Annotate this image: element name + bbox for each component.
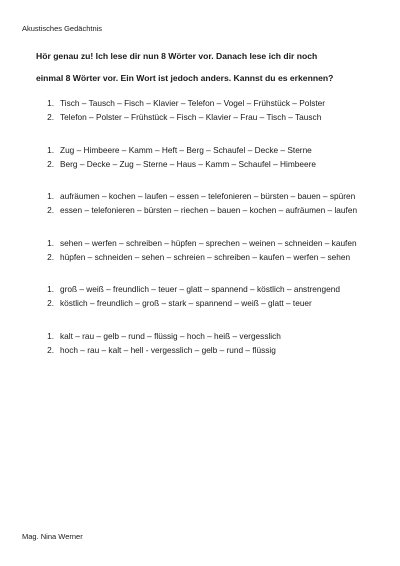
item-text: kalt – rau – gelb – rund – flüssig – hoch – heiß – vergesslich [60, 330, 281, 341]
item-number: 1. [47, 144, 54, 155]
instructions-line-2: einmal 8 Wörter vor. Ein Wort ist jedoch anders. Kannst du es erkennen? [36, 73, 334, 83]
word-group-3 [0, 189, 400, 217]
instructions [36, 45, 376, 89]
item-text: Tisch – Tausch – Fisch – Klavier – Telefon – Vogel – Frühstück – Polster [60, 98, 326, 108]
list-item [0, 157, 400, 171]
item-number: 2. [47, 298, 54, 308]
item-number: 1. [47, 98, 54, 108]
item-number: 1. [47, 330, 54, 341]
word-group-1 [0, 96, 400, 124]
list-item [0, 143, 400, 157]
item-text: hoch – rau – kalt – hell - vergesslich – gelb – rund – flüssig [60, 344, 276, 355]
item-text: Zug – Himbeere – Kamm – Heft – Berg – Schaufel – Decke – Sterne [60, 144, 312, 155]
item-number: 2. [47, 251, 54, 262]
page-footer: Mag. Nina Werner [22, 532, 83, 541]
item-text: groß – weiß – freundlich – teuer – glatt – spannend – köstlich – anstrengend [60, 284, 340, 294]
item-text: essen – telefonieren – bürsten – riechen – bauen – kochen – aufräumen – laufen [60, 205, 358, 215]
item-number: 2. [47, 205, 54, 215]
word-group-6 [0, 329, 400, 357]
item-number: 2. [47, 158, 54, 169]
word-groups [0, 96, 400, 375]
list-item [0, 189, 400, 203]
item-number: 1. [47, 284, 54, 294]
page-header: Akustisches Gedächtnis [22, 24, 103, 33]
list-item [0, 110, 400, 124]
list-item [0, 96, 400, 110]
word-group-5 [0, 282, 400, 310]
list-item [0, 282, 400, 296]
item-text: Telefon – Polster – Frühstück – Fisch – Klavier – Frau – Tisch – Tausch [60, 112, 322, 122]
item-number: 2. [47, 112, 54, 122]
instructions-line-1: Hör genau zu! Ich lese dir nun 8 Wörter vor. Danach lese ich dir noch [36, 51, 318, 61]
word-group-2 [0, 143, 400, 171]
item-text: sehen – werfen – schreiben – hüpfen – sprechen – weinen – schneiden – kaufen [60, 237, 357, 248]
item-text: köstlich – freundlich – groß – stark – spannend – weiß – glatt – teuer [60, 298, 312, 308]
item-text: hüpfen – schneiden – sehen – schreien – schreiben – kaufen – werfen – sehen [60, 251, 351, 262]
item-text: Berg – Decke – Zug – Sterne – Haus – Kamm – Schaufel – Himbeere [60, 158, 316, 169]
list-item [0, 250, 400, 264]
list-item [0, 329, 400, 343]
list-item [0, 236, 400, 250]
list-item [0, 296, 400, 310]
item-text: aufräumen – kochen – laufen – essen – telefonieren – bürsten – bauen – spüren [60, 191, 356, 201]
list-item [0, 203, 400, 217]
item-number: 1. [47, 191, 54, 201]
word-group-4 [0, 236, 400, 264]
item-number: 2. [47, 344, 54, 355]
list-item [0, 343, 400, 357]
item-number: 1. [47, 237, 54, 248]
